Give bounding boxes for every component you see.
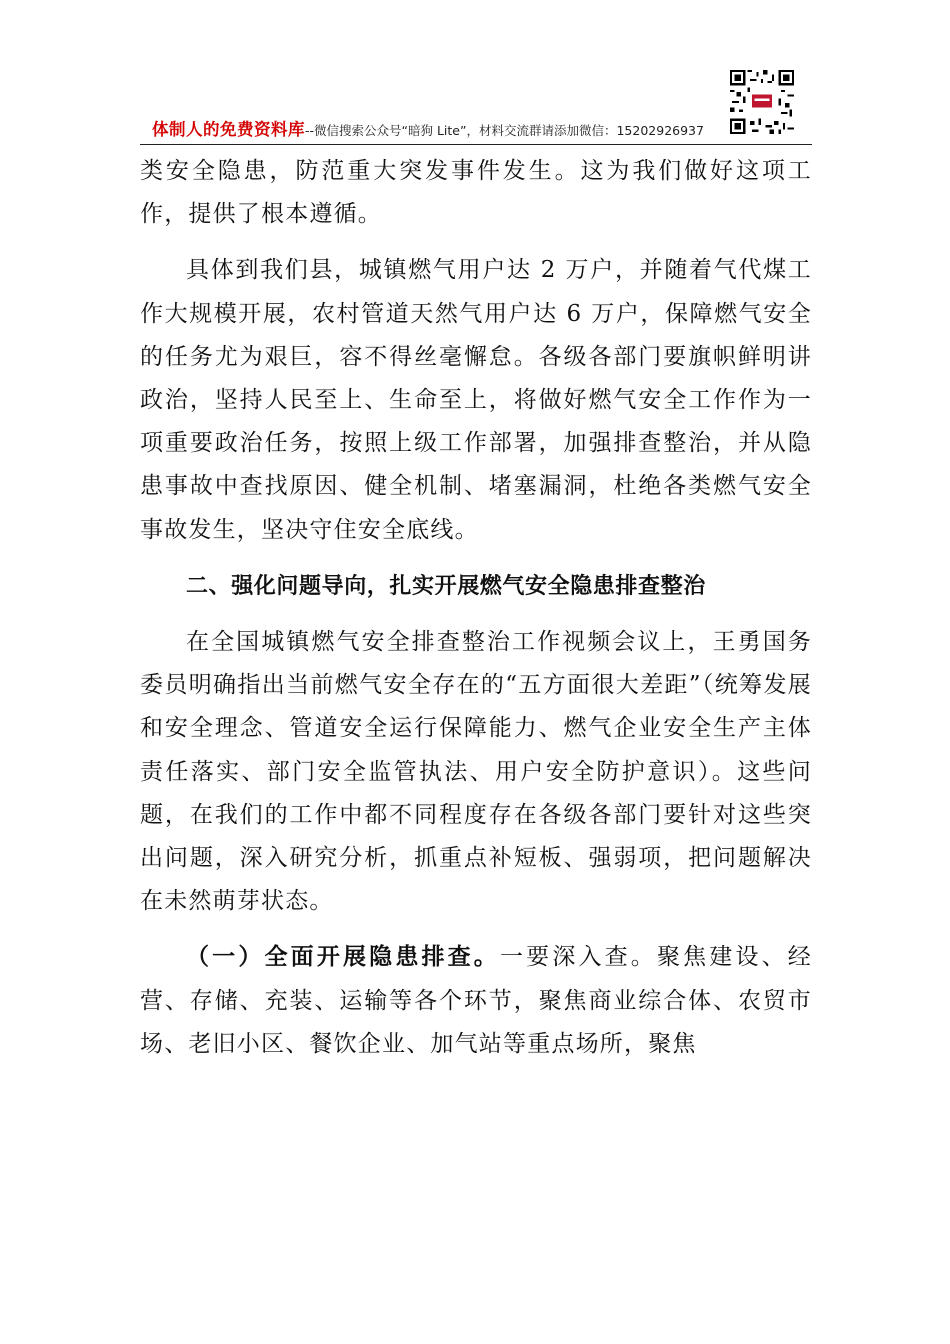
header-subtitle: --微信搜索公众号“暗狗 Lite”，材料交流群请添加微信：15202926937: [305, 123, 704, 138]
brand-title: 体制人的免费资料库: [152, 120, 305, 139]
paragraph-4-text: 一要深入查。聚焦建设、经营、存储、充装、运输等各个环节，聚焦商业综合体、农贸市场、老旧小区、餐饮企业、加气站等重点场所，聚焦: [140, 944, 812, 1057]
subsection-heading-1: （一）全面开展隐患排查。: [186, 944, 500, 971]
header-line: [152, 116, 704, 140]
paragraph-4: [140, 936, 812, 1066]
paragraph-3: 在全国城镇燃气安全排查整治工作视频会议上，王勇国务委员明确指出当前燃气安全存在的“五方面很大差距”（统筹发展和安全理念、管道安全运行保障能力、燃气企业安全生产主体责任落实、部门安全监管执法、用户安全防护意识）。这些问题，在我们的工作中都不同程度存在各级各部门要针对这些突出问题，深入研究分析，抓重点补短板、强弱项，把问题解决在未然萌芽状态。: [140, 629, 812, 915]
qr-code-icon: [730, 70, 794, 134]
page-header: [140, 70, 812, 145]
section-heading-2: 二、强化问题导向，扎实开展燃气安全隐患排查整治: [186, 573, 706, 599]
document-body: [140, 150, 812, 1066]
paragraph-2: 具体到我们县，城镇燃气用户达 2 万户，并随着气代煤工作大规模开展，农村管道天然气用户达 6 万户，保障燃气安全的任务尤为艰巨，容不得丝毫懈怠。各级各部门要旗帜鲜明讲政治，坚持人民至上、生命至上，将做好燃气安全工作作为一项重要政治任务，按照上级工作部署，加强排查整治，并从隐患事故中查找原因、健全机制、堵塞漏洞，杜绝各类燃气安全事故发生，坚决守住安全底线。: [140, 257, 812, 543]
paragraph-1: 类安全隐患，防范重大突发事件发生。这为我们做好这项工作，提供了根本遵循。: [140, 158, 812, 228]
